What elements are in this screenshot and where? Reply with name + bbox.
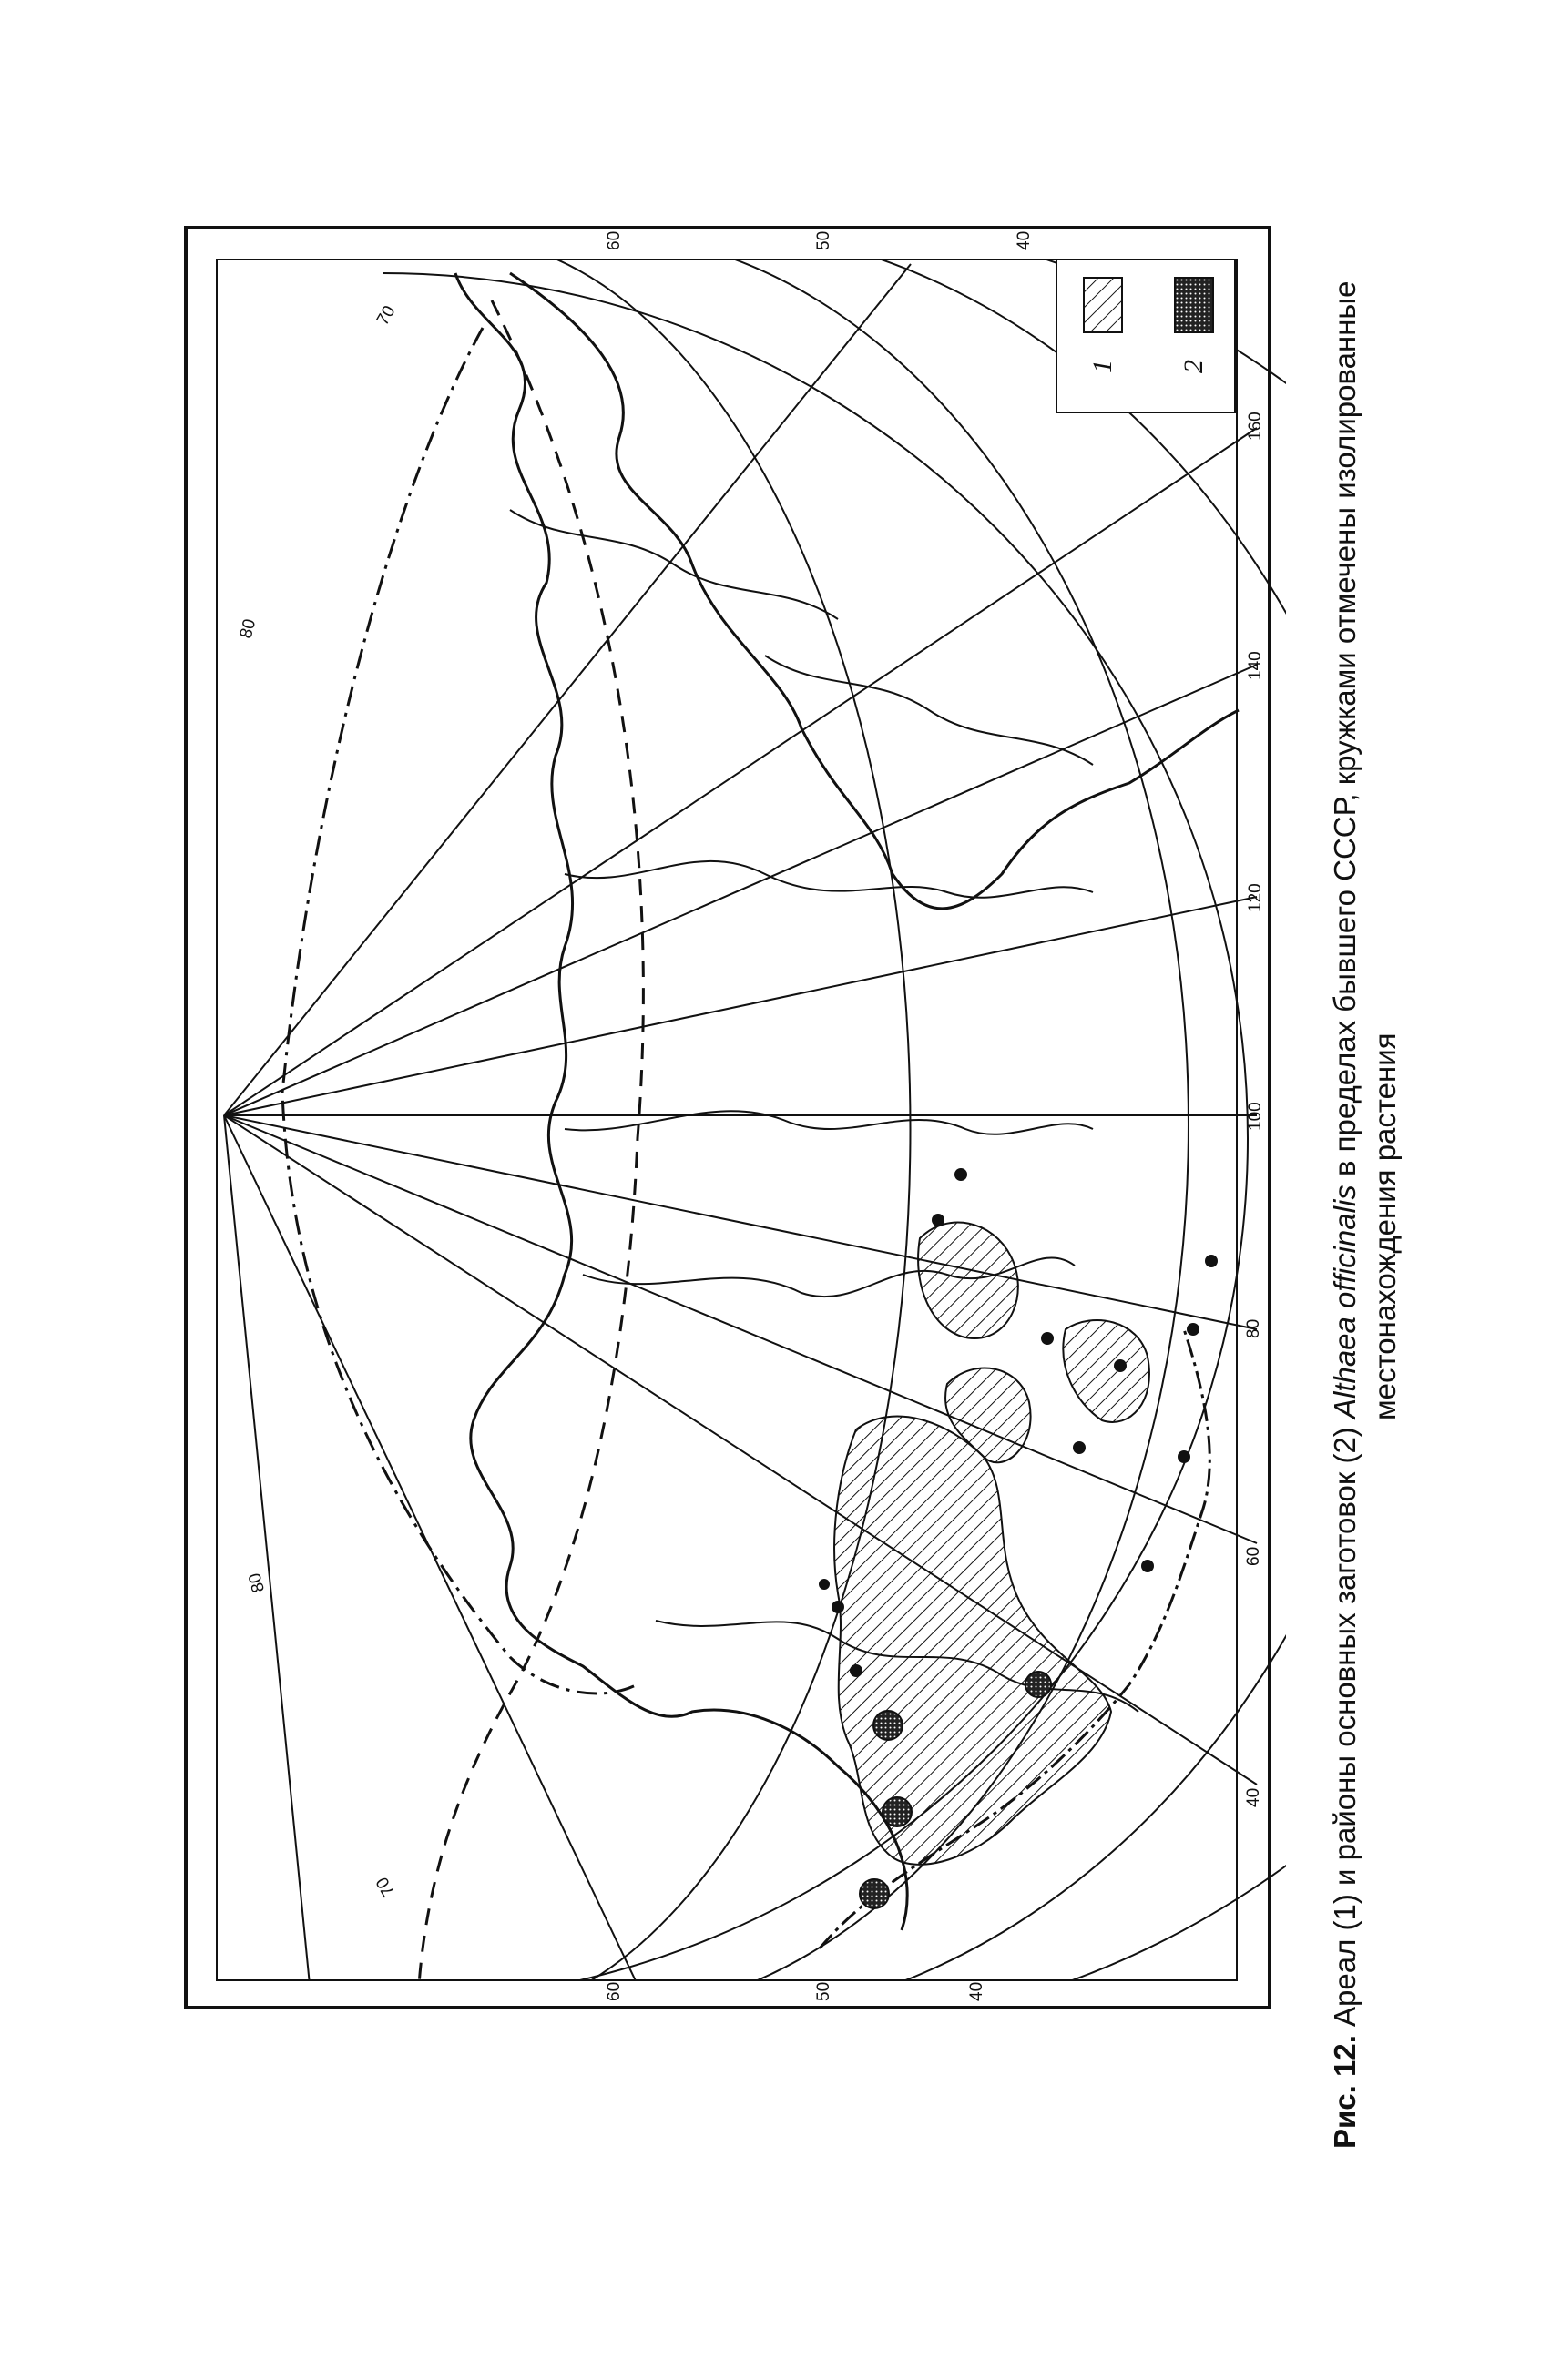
latitude-labels-bottom <box>605 1982 986 2001</box>
harvest-area <box>873 1711 903 1740</box>
meridian-80 <box>224 1115 1257 1329</box>
caption-species: Althaea officinalis <box>1328 1185 1362 1419</box>
latitude-label-50-top: 50 <box>814 230 833 250</box>
river-kolyma <box>510 510 838 619</box>
occurrence-dot <box>954 1168 967 1181</box>
caption-text-before: Ареал (1) и районы основных заготовок (2) <box>1328 1419 1362 2036</box>
occurrence-dot <box>819 1579 830 1590</box>
latitude-label-70-inner-lower: 70 <box>372 1873 399 1900</box>
occurrence-dot <box>1073 1441 1086 1454</box>
occurrence-dot <box>1187 1323 1199 1336</box>
longitude-label-40: 40 <box>1244 1787 1263 1807</box>
occurrence-dot <box>1178 1450 1190 1463</box>
legend-dot-swatch <box>1175 278 1213 332</box>
harvest-area <box>1025 1672 1051 1697</box>
longitude-label-80: 80 <box>1244 1318 1263 1338</box>
river-lena <box>565 861 1093 898</box>
latitude-label-60-bottom: 60 <box>605 1981 624 2001</box>
latitude-label-80-inner: 80 <box>236 616 260 641</box>
meridian-120 <box>224 897 1257 1115</box>
meridian-140 <box>224 665 1257 1115</box>
legend-label-2: 2 <box>1179 360 1209 373</box>
occurrence-dot <box>1041 1332 1054 1345</box>
longitude-label-100: 100 <box>1246 1102 1265 1131</box>
latitude-label-80-inner-lower: 80 <box>245 1571 270 1595</box>
longitude-label-60: 60 <box>1244 1546 1263 1566</box>
legend <box>1056 259 1235 412</box>
caption-label: Рис. 12. <box>1328 2035 1362 2149</box>
occurrence-dot <box>1205 1255 1218 1267</box>
latitude-arc-80 <box>383 273 1248 2003</box>
dash-dot-boundary <box>282 328 638 1693</box>
harvest-area <box>883 1797 912 1826</box>
latitude-labels-top <box>605 231 1034 250</box>
latitude-label-40-top: 40 <box>1015 230 1034 250</box>
occurrence-dot <box>832 1601 844 1613</box>
dashed-boundary <box>419 300 643 1985</box>
river-amur <box>765 656 1093 765</box>
longitude-label-120: 120 <box>1246 883 1265 912</box>
occurrence-dot <box>1141 1560 1154 1572</box>
caption-line-1 <box>1325 55 1365 2149</box>
longitude-label-160: 160 <box>1246 412 1265 441</box>
longitude-labels <box>1244 412 1265 1807</box>
range-area-kazakh <box>1063 1320 1149 1422</box>
meridian-40 <box>224 1115 1257 1785</box>
latitude-label-40-bottom: 40 <box>967 1981 986 2001</box>
latitude-label-50-bottom: 50 <box>814 1981 833 2001</box>
caption-text-after: в пределах бывшего СССР, кружками отмечены изолированные <box>1328 280 1362 1185</box>
map-frame-outer <box>186 228 1270 2008</box>
latitude-labels-inner <box>237 302 400 1899</box>
latitude-label-60-top: 60 <box>605 230 624 250</box>
range-area-east <box>918 1223 1018 1338</box>
meridian-180 <box>224 264 911 1115</box>
meridian-160 <box>224 428 1257 1115</box>
meridian-0 <box>224 1115 310 1985</box>
figure-caption <box>1325 55 1405 2149</box>
longitude-label-140: 140 <box>1246 651 1265 680</box>
range-area-main <box>834 1417 1111 1865</box>
occurrence-dot <box>1114 1359 1127 1372</box>
legend-label-1: 1 <box>1087 360 1117 373</box>
occurrence-dot <box>932 1214 944 1226</box>
caption-line-2: местонахождения растения <box>1368 1032 1402 1420</box>
legend-hatch-swatch <box>1084 278 1122 332</box>
latitude-label-70-inner: 70 <box>372 302 400 330</box>
occurrence-dot <box>850 1664 862 1677</box>
harvest-area <box>860 1879 889 1908</box>
